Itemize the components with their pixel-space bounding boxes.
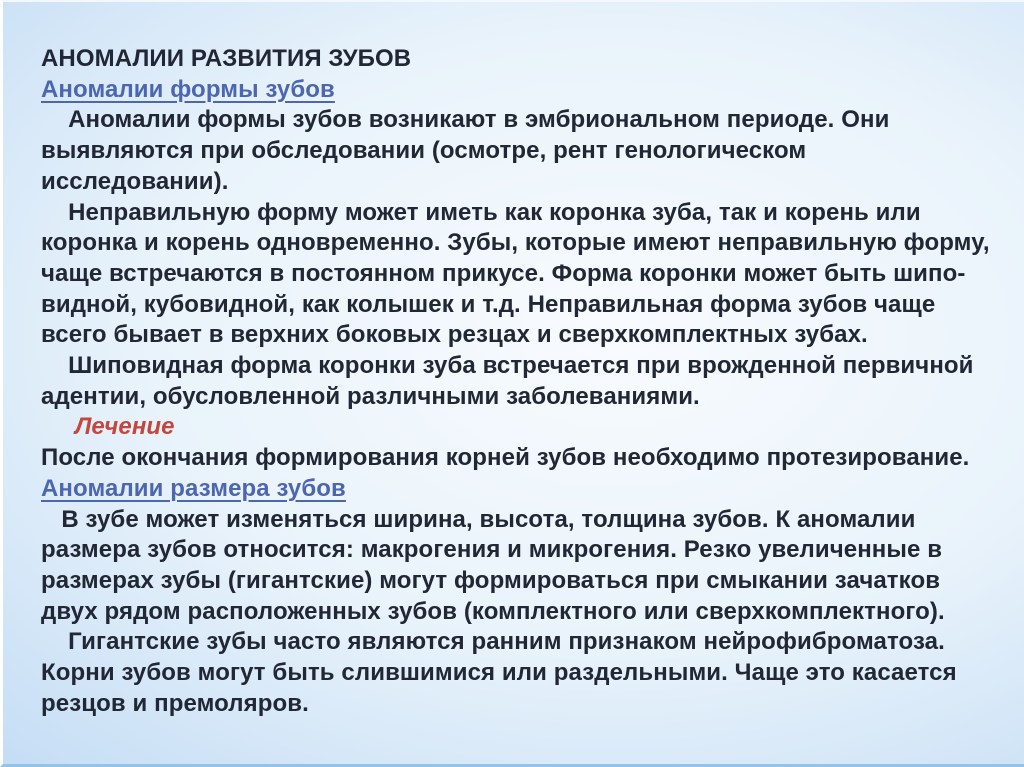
treatment-heading: Лечение [41,413,175,441]
text-line: коронка и корень одновременно. Зубы, которые имеют неправильную форму, [41,229,990,257]
text-line: Корни зубов могут быть слившимися или раздельными. Чаще это касается [41,659,957,687]
section-heading-tooth-shape: Аномалии формы зубов [41,75,335,103]
text-line: В зубе может изменяться ширина, высота, толщина зубов. К аномалии [41,505,916,533]
text-line: чаще встречаются в постоянном прикусе. Форма коронки может быть шипо- [41,259,966,287]
section-heading-tooth-size: Аномалии размера зубов [41,474,346,502]
text-line: исследовании). [41,167,229,195]
text-line: Неправильную форму может иметь как коронка зуба, так и корень или [41,198,921,226]
text-line: размерах зубы (гигантские) могут формироваться при смыкании зачатков [41,566,941,594]
text-line: Гигантские зубы часто являются ранним признаком нейрофиброматоза. [41,628,945,656]
text-line: адентии, обусловленной различными заболеваниями. [41,382,700,410]
text-line: видной, кубовидной, как колышек и т.д. Неправильная форма зубов чаще [41,290,936,318]
slide-text [41,44,996,719]
text-line: размера зубов относится: макрогения и микрогения. Резко увеличенные в [41,536,943,564]
text-line: выявляются при обследовании (осмотре, рент генологическом [41,137,807,165]
text-line: всего бывает в верхних боковых резцах и сверхкомплектных зубах. [41,321,868,349]
slide-title: АНОМАЛИИ РАЗВИТИЯ ЗУБОВ [41,45,412,72]
text-line: Аномалии формы зубов возникают в эмбриональном периоде. Они [41,106,890,134]
text-line: После окончания формирования корней зубов необходимо протезирование. [41,444,970,472]
text-line: двух рядом расположенных зубов (комплектного или сверхкомплектного). [41,597,945,625]
text-line: Шиповидная форма коронки зуба встречается при врожденной первичной [41,352,974,380]
text-line: резцов и премоляров. [41,689,309,717]
